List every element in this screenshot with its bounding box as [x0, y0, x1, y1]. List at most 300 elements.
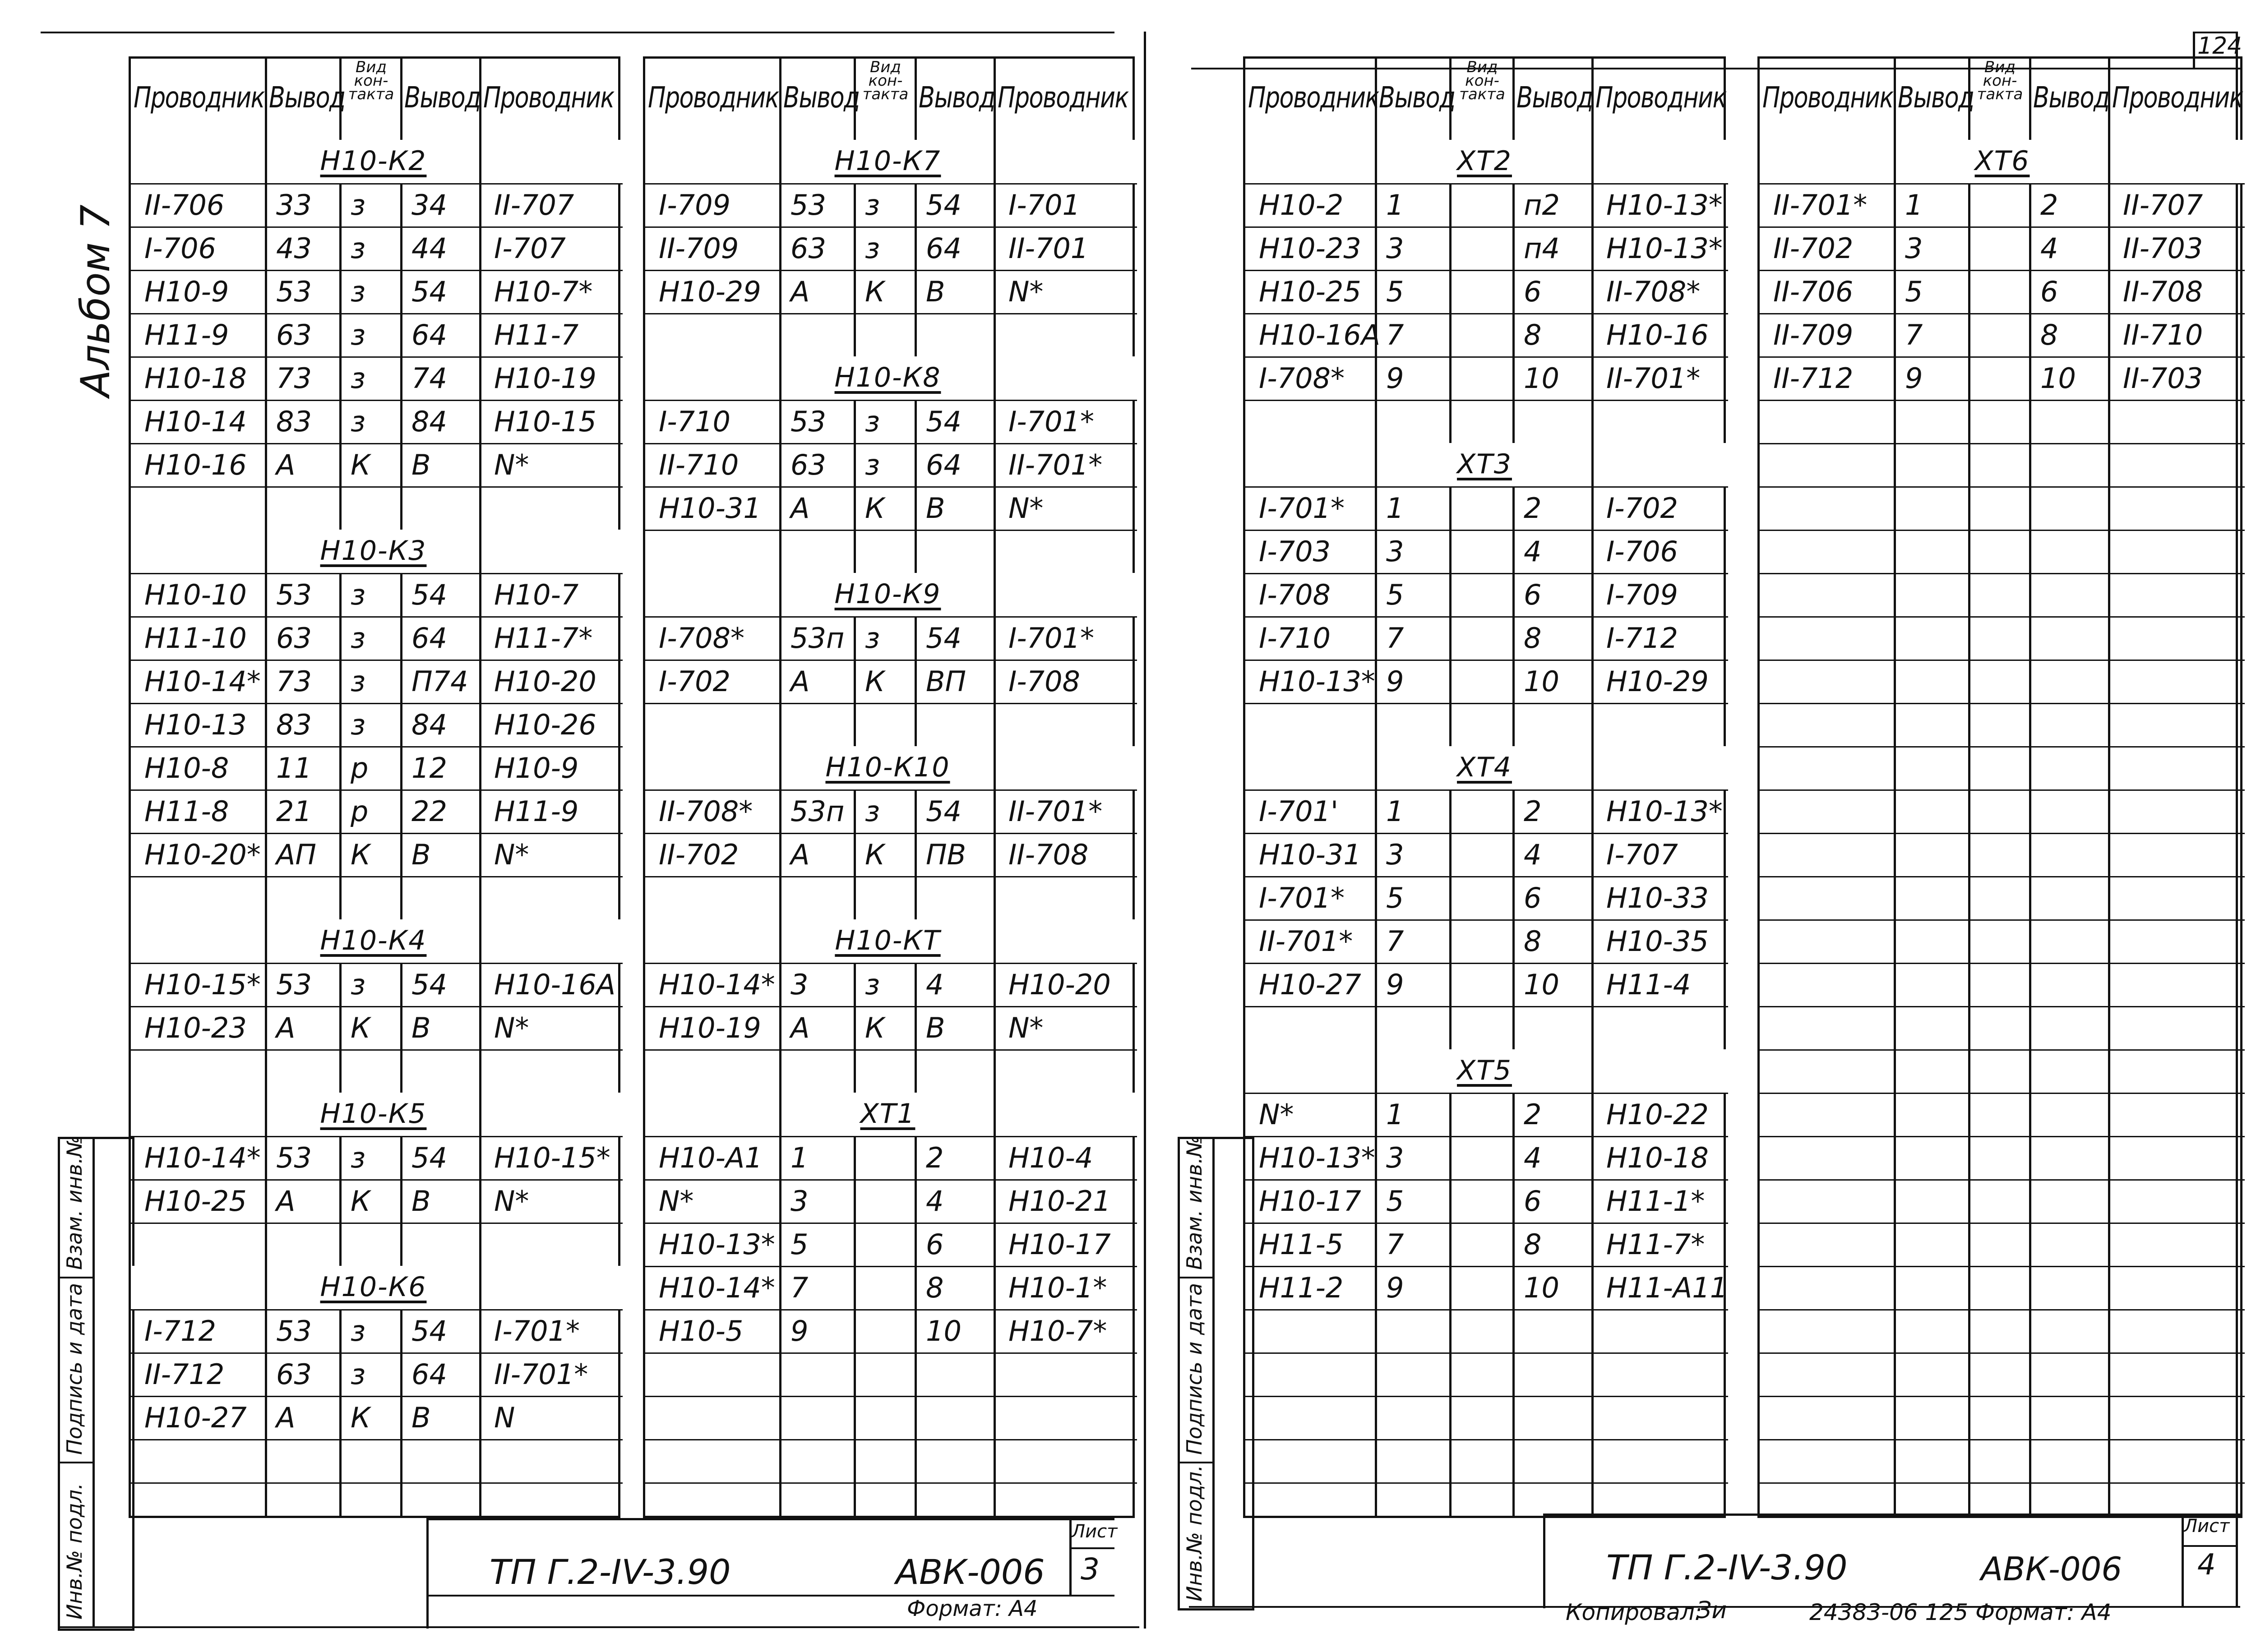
conductor-from: I-712 [144, 1315, 216, 1347]
contact-type: з [351, 622, 365, 655]
table-row [131, 660, 623, 703]
contact-type: з [865, 448, 880, 481]
empty-row [1760, 443, 2245, 486]
conductor-from: I-703 [1259, 535, 1331, 568]
table-row [131, 270, 623, 313]
column-divider [994, 573, 996, 616]
conductor-from: Н10-31 [659, 492, 761, 525]
terminal-out: п2 [1524, 189, 1560, 221]
conductor-to: Н10-17 [1008, 1228, 1111, 1261]
conductor-to: Н10-26 [494, 708, 596, 741]
table-left-2 [643, 56, 1135, 1518]
terminal-in: 7 [791, 1271, 809, 1304]
conductor-from: N* [1259, 1098, 1294, 1131]
titleblock-left-format: Формат: А4 [907, 1596, 1038, 1621]
table-row [131, 1352, 623, 1396]
empty-row [1760, 833, 2245, 876]
terminal-in: 9 [791, 1315, 809, 1347]
conductor-to: N [494, 1401, 515, 1434]
terminal-out: 4 [1524, 1141, 1542, 1174]
terminal-out: В [411, 1401, 431, 1434]
conductor-from: Н10-16 [144, 448, 247, 481]
contact-type: К [865, 665, 885, 698]
column-divider [779, 573, 781, 616]
section-title-row [645, 919, 1137, 963]
conductor-from: II-709 [1773, 318, 1854, 351]
column-divider [2108, 140, 2110, 183]
conductor-from: Н10-9 [144, 275, 229, 308]
table-row [131, 1006, 623, 1049]
section-title: Н10-К9 [834, 578, 941, 610]
terminal-in: 3 [1386, 535, 1404, 568]
conductor-from: Н11-2 [1259, 1271, 1344, 1304]
empty-row [1760, 530, 2245, 573]
table-row [131, 703, 623, 746]
terminal-in: 83 [276, 405, 312, 438]
conductor-from: Н10-2 [1259, 189, 1344, 221]
contact-type: К [865, 1011, 885, 1044]
conductor-from: Н10-14 [144, 405, 247, 438]
table-row [1760, 226, 2245, 270]
table-row [1245, 1179, 1728, 1223]
column-header-contact-type: Вид кон-такта [1459, 58, 1505, 103]
terminal-out: 6 [1524, 1185, 1542, 1218]
section-title: Н10-К8 [834, 362, 941, 393]
terminal-out: 2 [1524, 492, 1542, 525]
section-title: Н10-К4 [320, 925, 427, 956]
side-stamp-sign-r: Подпись и дата [1182, 1283, 1207, 1455]
contact-type: К [351, 448, 371, 481]
table-row [645, 226, 1137, 270]
conductor-from: Н10-14* [144, 665, 261, 698]
conductor-to: Н10-20 [494, 665, 596, 698]
table-row [645, 833, 1137, 876]
conductor-from: Н10-5 [659, 1315, 744, 1347]
titleblock-right-sheet-line [2182, 1545, 2238, 1547]
section-title-row [645, 356, 1137, 400]
terminal-out: 44 [411, 232, 447, 265]
contact-type: К [351, 1185, 371, 1218]
conductor-to: I-712 [1606, 622, 1678, 655]
titleblock-right-signature: Зи [1697, 1597, 1727, 1624]
table-row [1245, 573, 1728, 616]
contact-type: К [351, 1401, 371, 1434]
conductor-to: II-703 [2123, 362, 2203, 395]
empty-row [1245, 1396, 1728, 1439]
terminal-out: 6 [1524, 578, 1542, 611]
contact-type: з [351, 665, 365, 698]
table-row [1245, 789, 1728, 833]
terminal-out: 4 [1524, 535, 1542, 568]
conductor-from: Н10-25 [1259, 275, 1361, 308]
conductor-to: II-708 [2123, 275, 2203, 308]
terminal-in: 5 [1386, 578, 1404, 611]
terminal-out: 8 [1524, 925, 1542, 958]
conductor-to: I-708 [1008, 665, 1080, 698]
conductor-to: Н10-15 [494, 405, 596, 438]
table-row [131, 443, 623, 486]
terminal-out: 10 [1524, 362, 1559, 395]
terminal-out: 54 [926, 405, 962, 438]
side-stamp-right-l2 [1178, 1462, 1213, 1463]
conductor-to: Н10-20 [1008, 968, 1111, 1001]
terminal-in: 3 [1905, 232, 1923, 265]
terminal-in: 53 [276, 968, 312, 1001]
terminal-in: А [276, 448, 296, 481]
section-title: Н10-КТ [835, 925, 941, 956]
terminal-out: 10 [926, 1315, 962, 1347]
contact-type: з [865, 795, 880, 828]
table-row [1760, 270, 2245, 313]
conductor-to: II-708 [1008, 838, 1089, 871]
column-divider [1591, 1049, 1594, 1093]
contact-type: з [351, 1315, 365, 1347]
terminal-out: 84 [411, 708, 447, 741]
column-divider [265, 530, 267, 573]
terminal-out: 10 [1524, 1271, 1559, 1304]
conductor-from: II-710 [659, 448, 739, 481]
conductor-to: Н10-1* [1008, 1271, 1107, 1304]
table-row [1245, 919, 1728, 963]
contact-type: К [865, 492, 885, 525]
section-title-row [1245, 746, 1728, 789]
conductor-to: N* [494, 1011, 529, 1044]
conductor-to: Н10-13* [1606, 232, 1723, 265]
conductor-from: I-710 [659, 405, 730, 438]
conductor-from: II-701* [1259, 925, 1353, 958]
table-row [645, 486, 1137, 530]
terminal-out: 12 [411, 752, 447, 784]
terminal-out: 34 [411, 189, 447, 221]
conductor-to: Н11-7 [494, 318, 579, 351]
terminal-out: п4 [1524, 232, 1560, 265]
conductor-from: Н10-23 [1259, 232, 1361, 265]
conductor-to: Н10-7 [494, 578, 579, 611]
terminal-out: 8 [926, 1271, 944, 1304]
table-row [131, 789, 623, 833]
conductor-from: Н10-29 [659, 275, 761, 308]
column-header: Вывод [2033, 81, 2109, 115]
terminal-in: А [276, 1401, 296, 1434]
empty-row [1760, 616, 2245, 660]
terminal-in: 9 [1386, 968, 1404, 1001]
column-header: Вывод [404, 81, 481, 115]
conductor-to: I-706 [1606, 535, 1678, 568]
terminal-out: 64 [411, 318, 447, 351]
conductor-from: I-709 [659, 189, 730, 221]
column-divider [1591, 140, 1594, 183]
table-row [645, 789, 1137, 833]
empty-row [645, 876, 1137, 919]
empty-row [131, 486, 623, 530]
terminal-in: 63 [791, 448, 826, 481]
conductor-from: II-706 [1773, 275, 1854, 308]
empty-row [131, 1049, 623, 1093]
titleblock-right-doc: АВК-006 [1981, 1550, 2122, 1588]
conductor-from: II-706 [144, 189, 225, 221]
empty-row [1760, 1439, 2245, 1482]
terminal-in: 21 [276, 795, 312, 828]
terminal-out: В [411, 1185, 431, 1218]
conductor-from: Н11-10 [144, 622, 247, 655]
table-row [1245, 226, 1728, 270]
terminal-out: 10 [2040, 362, 2076, 395]
conductor-from: Н10-10 [144, 578, 247, 611]
conductor-to: I-707 [494, 232, 566, 265]
empty-row [645, 530, 1137, 573]
conductor-to: II-707 [494, 189, 574, 221]
empty-row [645, 313, 1137, 356]
column-divider [779, 919, 781, 963]
conductor-to: Н10-22 [1606, 1098, 1709, 1131]
terminal-in: 5 [791, 1228, 809, 1261]
column-divider [265, 140, 267, 183]
table-row [1245, 1093, 1728, 1136]
conductor-to: II-701* [1008, 795, 1103, 828]
column-divider [994, 140, 996, 183]
terminal-out: 8 [1524, 1228, 1542, 1261]
table-row [645, 1179, 1137, 1223]
contact-type: з [351, 708, 365, 741]
table-row [1245, 530, 1728, 573]
terminal-in: 73 [276, 665, 312, 698]
column-divider [779, 140, 781, 183]
terminal-out: 2 [926, 1141, 944, 1174]
conductor-to: N* [494, 1185, 529, 1218]
table-row [131, 183, 623, 226]
column-divider [994, 1093, 996, 1136]
conductor-to: N* [1008, 275, 1044, 308]
conductor-to: II-707 [2123, 189, 2203, 221]
column-divider [265, 1093, 267, 1136]
terminal-in: 5 [1386, 881, 1404, 914]
conductor-to: Н10-33 [1606, 881, 1709, 914]
terminal-in: А [791, 838, 810, 871]
column-divider [1591, 443, 1594, 486]
table-row [131, 356, 623, 400]
conductor-from: I-706 [144, 232, 216, 265]
terminal-out: ПВ [926, 838, 966, 871]
empty-row [645, 1049, 1137, 1093]
column-divider [479, 1093, 481, 1136]
conductor-to: Н10-21 [1008, 1185, 1111, 1218]
side-stamp-left-l2 [58, 1462, 93, 1463]
conductor-from: Н10-27 [1259, 968, 1361, 1001]
terminal-in: 7 [1386, 925, 1404, 958]
contact-type: з [351, 578, 365, 611]
conductor-from: N* [659, 1185, 694, 1218]
contact-type: р [351, 752, 369, 784]
conductor-from: I-708 [1259, 578, 1331, 611]
empty-row [1760, 746, 2245, 789]
table-row [645, 616, 1137, 660]
contact-type: К [865, 838, 885, 871]
column-header: Вывод [1516, 81, 1593, 115]
section-title-row [131, 530, 623, 573]
table-row [1245, 963, 1728, 1006]
terminal-out: 8 [2040, 318, 2058, 351]
conductor-to: Н11-9 [494, 795, 579, 828]
empty-row [1760, 1223, 2245, 1266]
conductor-from: Н11-9 [144, 318, 229, 351]
column-header: Проводник [1248, 81, 1379, 115]
empty-row [645, 1396, 1137, 1439]
empty-row [645, 1352, 1137, 1396]
row-rule [131, 1482, 623, 1484]
terminal-out: 22 [411, 795, 447, 828]
column-header: Проводник [1595, 81, 1726, 115]
table-row [1245, 183, 1728, 226]
titleblock-left-sheet-line [1069, 1547, 1114, 1549]
section-title-row [645, 746, 1137, 789]
table-row [131, 313, 623, 356]
column-divider [994, 356, 996, 400]
empty-row [1245, 1309, 1728, 1352]
empty-row [1760, 1049, 2245, 1093]
empty-row [131, 876, 623, 919]
terminal-in: 53п [791, 622, 845, 655]
terminal-out: 4 [926, 1185, 944, 1218]
section-title-row [131, 140, 623, 183]
conductor-to: Н10-19 [494, 362, 596, 395]
terminal-in: 5 [1386, 275, 1404, 308]
conductor-from: Н10-31 [1259, 838, 1361, 871]
empty-row [1245, 1352, 1728, 1396]
empty-row [1760, 573, 2245, 616]
terminal-in: 33 [276, 189, 312, 221]
terminal-out: В [411, 838, 431, 871]
section-title-row [1245, 1049, 1728, 1093]
conductor-from: II-708* [659, 795, 753, 828]
terminal-out: 4 [2040, 232, 2058, 265]
terminal-out: 54 [926, 189, 962, 221]
empty-row [1760, 660, 2245, 703]
conductor-from: I-708* [659, 622, 744, 655]
empty-row [1760, 1352, 2245, 1396]
table-row [645, 183, 1137, 226]
conductor-to: Н10-16 [1606, 318, 1709, 351]
conductor-from: Н10-13* [659, 1228, 775, 1261]
section-title: ХТ6 [1974, 145, 2030, 177]
side-stamp-left-l1 [58, 1277, 93, 1278]
conductor-from: Н10-17 [1259, 1185, 1361, 1218]
column-divider [994, 746, 996, 789]
side-stamp-inv-r: Инв.№ подл. [1182, 1465, 1207, 1601]
conductor-from: I-710 [1259, 622, 1331, 655]
side-stamp-right-l1 [1178, 1277, 1213, 1278]
terminal-out: П74 [411, 665, 468, 698]
terminal-out: 6 [2040, 275, 2058, 308]
conductor-to: N* [494, 838, 529, 871]
column-header: Проводник [2112, 81, 2243, 115]
table-row [1245, 876, 1728, 919]
terminal-in: 53п [791, 795, 845, 828]
titleblock-left-sheet-label: Лист [1072, 1521, 1118, 1542]
terminal-in: 1 [1386, 795, 1404, 828]
empty-row [645, 703, 1137, 746]
terminal-in: А [791, 492, 810, 525]
column-header: Вывод [1379, 81, 1455, 115]
column-divider [994, 919, 996, 963]
terminal-out: 74 [411, 362, 447, 395]
terminal-in: 1 [791, 1141, 809, 1174]
table-row [1245, 313, 1728, 356]
row-rule [645, 1482, 1137, 1484]
conductor-to: II-701* [1606, 362, 1701, 395]
empty-row [1760, 1309, 2245, 1352]
conductor-from: II-702 [1773, 232, 1854, 265]
conductor-from: Н10-23 [144, 1011, 247, 1044]
table-row [645, 443, 1137, 486]
column-divider [265, 919, 267, 963]
terminal-in: 1 [1905, 189, 1923, 221]
conductor-to: N* [494, 448, 529, 481]
terminal-in: 3 [1386, 1141, 1404, 1174]
terminal-in: 11 [276, 752, 312, 784]
terminal-in: 1 [1386, 1098, 1404, 1131]
conductor-from: Н10-14* [659, 1271, 775, 1304]
column-header: Вывод [269, 81, 345, 115]
column-divider [1591, 746, 1594, 789]
column-header-contact-type: Вид кон-такта [1977, 58, 2023, 103]
conductor-from: Н10-18 [144, 362, 247, 395]
conductor-from: I-701' [1259, 795, 1339, 828]
conductor-to: Н11-7* [494, 622, 593, 655]
table-row [1245, 270, 1728, 313]
empty-row [1760, 703, 2245, 746]
column-divider [1375, 1049, 1377, 1093]
section-title: Н10-К3 [320, 535, 427, 567]
titleblock-right-sheet-label: Лист [2184, 1516, 2230, 1537]
section-title-row [645, 1093, 1137, 1136]
table-row [1245, 833, 1728, 876]
table-row [131, 573, 623, 616]
titleblock-right-format: 24383-06 125 Формат: А4 [1809, 1599, 2112, 1625]
conductor-from: Н10-16А [1259, 318, 1381, 351]
titleblock-right-code: ТП Г.2-IV-3.90 [1606, 1547, 1848, 1587]
conductor-to: Н11-4 [1606, 968, 1691, 1001]
conductor-from: Н10-13* [1259, 665, 1375, 698]
conductor-to: Н10-16А [494, 968, 616, 1001]
table-row [645, 660, 1137, 703]
terminal-out: В [411, 1011, 431, 1044]
column-header: Проводник [648, 81, 779, 115]
table-row [1760, 313, 2245, 356]
terminal-out: 4 [926, 968, 944, 1001]
conductor-from: I-701* [1259, 881, 1345, 914]
terminal-in: 53 [276, 275, 312, 308]
conductor-to: I-701* [1008, 405, 1094, 438]
table-row [1245, 1223, 1728, 1266]
column-divider [265, 1266, 267, 1309]
conductor-from: Н10-13 [144, 708, 247, 741]
conductor-to: Н11-1* [1606, 1185, 1705, 1218]
conductor-from: Н10-14* [659, 968, 775, 1001]
table-row [1245, 1266, 1728, 1309]
terminal-in: 53 [276, 578, 312, 611]
conductor-from: Н11-5 [1259, 1228, 1344, 1261]
row-rule [1245, 1482, 1728, 1484]
terminal-out: 54 [411, 1315, 447, 1347]
terminal-in: 1 [1386, 189, 1404, 221]
conductor-from: Н10-13* [1259, 1141, 1375, 1174]
table-row [645, 270, 1137, 313]
section-title: ХТ1 [860, 1098, 915, 1130]
terminal-in: 83 [276, 708, 312, 741]
table-row [131, 400, 623, 443]
table-left-1 [129, 56, 620, 1518]
empty-row [1760, 789, 2245, 833]
